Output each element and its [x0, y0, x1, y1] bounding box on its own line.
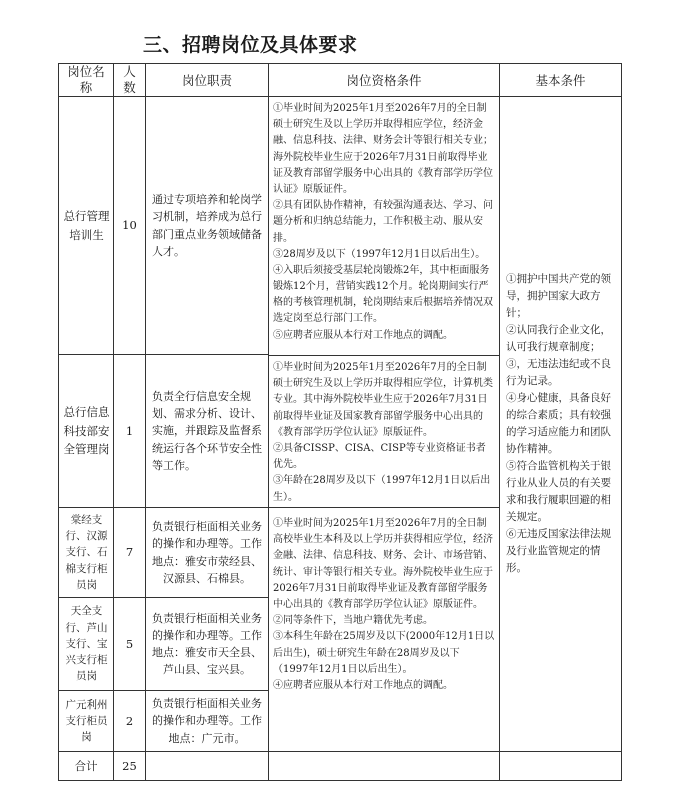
total-label: 合计 [74, 758, 98, 773]
row-4-duty: 负责银行柜面相关业务的操作和办理等。工作地点：雅安市天全县、芦山县、宝兴县。 [152, 611, 262, 677]
total-count: 25 [122, 758, 137, 773]
row-5-count: 2 [125, 713, 134, 728]
header-position-name: 岗位名称 [67, 63, 105, 95]
row-3-count: 7 [125, 545, 134, 560]
basic-condition-item: ③，无违法违纪或不良行为记录。 [506, 358, 611, 387]
row-3-duty: 负责银行柜面相关业务的操作和办理等。工作地点：雅安市荥经县、汉源县、石棉县。 [152, 520, 262, 585]
row-2-duty: 负责全行信息安全规划、需求分析、设计、实施，并跟踪及监督系统运行各个环节安全性等工作。 [152, 390, 262, 472]
qualification-item: ①毕业时间为2025年1月至2026年7月的全日制高校毕业生本科及以上学历并获得相应学位，经济金融、法律、信息科技、财务、会计、市场营销、统计、审计等银行相关专业。海外院校毕业生应于2026年7月31日前取得毕业证及教育部留学服务中心出具的《教育部学历学位认证》原版证件。 [273, 518, 493, 610]
row-1-name: 总行管理培训生 [63, 209, 110, 242]
basic-condition-item: ①拥护中国共产党的领导，拥护国家大政方针； [506, 273, 611, 319]
qualification-item: ⑤应聘者应服从本行对工作地点的调配。 [273, 329, 453, 341]
recruitment-table [58, 63, 622, 781]
row-5-name: 广元利州支行柜员岗 [65, 698, 108, 744]
row-2-count: 1 [125, 423, 134, 438]
qualification-item: ①毕业时间为2025年1月至2026年7月的全日制硕士研究生及以上学历并取得相应学位，经济金融、信息科技、法律、财务会计等银行相关专业；海外院校毕业生应于2026年7月31日前取得毕业证及教育部留学服务中心出具的《教育部学历学位认证》原版证件。 [273, 103, 493, 195]
page-title: 三、招聘岗位及具体要求 [143, 34, 358, 56]
basic-condition-item: ⑤符合监管机构关于银行业从业人员的有关要求和我行履职回避的相关规定。 [506, 460, 611, 523]
basic-condition-item: ②认同我行企业文化，认可我行规章制度； [506, 324, 611, 353]
qualification-item: ④应聘者应服从本行对工作地点的调配。 [273, 679, 453, 691]
qualification-item: ③年龄在28周岁及以下（1997年12月1日以后出生）。 [273, 475, 491, 503]
row-1-qualification [269, 97, 499, 355]
qualification-item: ②具备CISSP、CISA、CISP等专业资格证书者优先。 [273, 442, 486, 471]
row-5-duty: 负责银行柜面相关业务的操作和办理等。工作地点：广元市。 [152, 697, 262, 745]
header-qualification: 岗位资格条件 [346, 72, 422, 88]
row-3-name: 棠经支行、汉源支行、石棉支行柜员岗 [65, 513, 108, 591]
row-2-qualification [269, 356, 499, 507]
row-4-name: 天全支行、芦山支行、宝兴支行柜员岗 [65, 605, 108, 683]
row-1-duty: 通过专项培养和轮岗学习机制，培养成为总行部门重点业务领域储备人才。 [152, 193, 262, 258]
basic-condition-item: ⑥无违反国家法律法规及行业监管规定的情形。 [506, 528, 611, 574]
row-1-count: 10 [122, 218, 137, 233]
row-2-name: 总行信息科技部安全管理岗 [63, 405, 110, 457]
qualification-item: ②同等条件下，当地户籍优先考虑。 [273, 615, 433, 627]
qualification-item: ③28周岁及以下（1997年12月1日以后出生）。 [273, 248, 486, 260]
teller-qualification [269, 508, 499, 751]
row-4-count: 5 [125, 636, 134, 651]
header-basic: 基本条件 [535, 72, 586, 88]
qualification-item: ③本科生年龄在25周岁及以下(2000年12月1日以后出生)，硕士研究生年龄在28周岁及以下（1997年12月1日以后出生）。 [273, 631, 495, 675]
qualification-item: ④入职后须接受基层轮岗锻炼2年，其中柜面服务锻炼12个月，营销实践12个月。轮岗期间实行严格的考核管理机制，轮岗期结束后根据培养情况双选定岗至总行部门工作。 [273, 264, 493, 325]
basic-condition-item: ④身心健康，具备良好的综合素质；具有较强的学习适应能力和团队协作精神。 [506, 392, 611, 455]
basic-conditions [500, 97, 621, 751]
qualification-item: ①毕业时间为2025年1月至2026年7月的全日制硕士研究生及以上学历并取得相应学位，计算机类专业。其中海外院校毕业生应于2026年7月31日前取得毕业证及国家教育部留学服务中心出具的《教育部学历学位认证》原版证件。 [273, 362, 493, 438]
header-duty: 岗位职责 [181, 72, 232, 88]
header-count: 人数 [123, 63, 136, 95]
qualification-item: ②具有团队协作精神，有较强沟通表达、学习、问题分析和归纳总结能力，工作积极主动、服从安排。 [273, 200, 493, 244]
